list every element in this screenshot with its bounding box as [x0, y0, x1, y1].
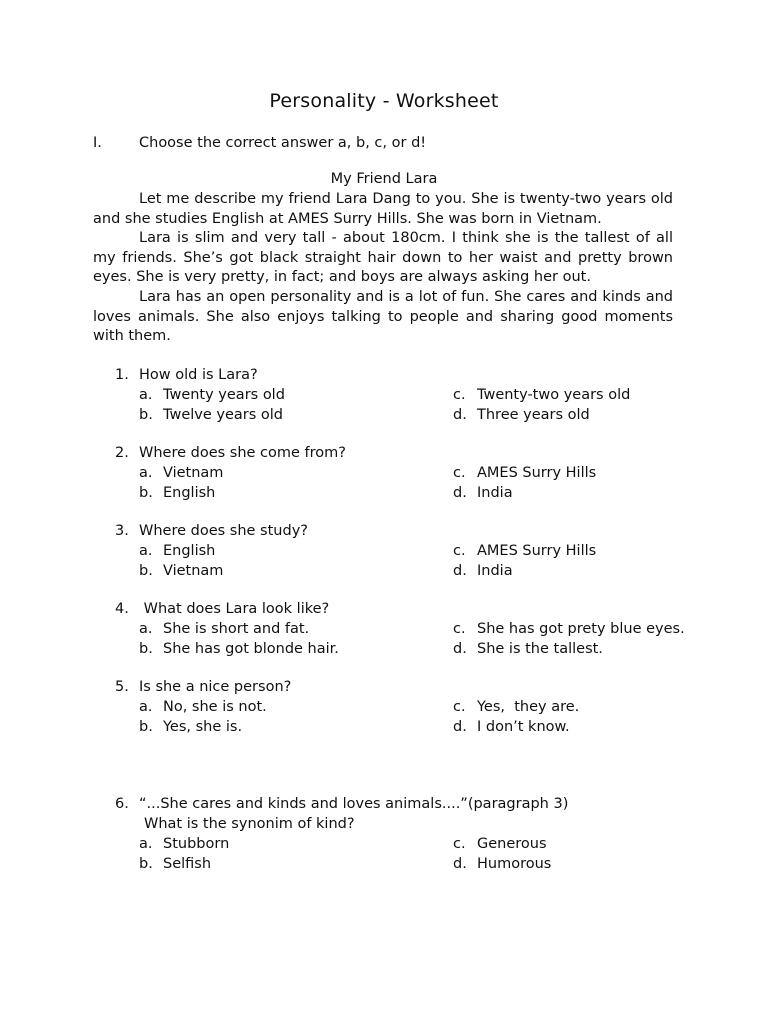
option-text: Generous [477, 836, 547, 852]
option-a[interactable] [139, 541, 215, 561]
option-b[interactable] [139, 483, 215, 503]
option-c[interactable] [453, 463, 596, 483]
option-c[interactable] [453, 834, 547, 854]
option-a[interactable] [139, 697, 267, 717]
option-letter: b. [139, 484, 153, 501]
story-text [93, 190, 673, 347]
option-text: AMES Surry Hills [477, 543, 597, 559]
section-instruction-text: Choose the correct answer a, b, c, or d! [139, 135, 427, 151]
option-b[interactable] [139, 717, 242, 737]
option-a[interactable] [139, 385, 285, 405]
option-d[interactable] [453, 854, 551, 874]
option-a[interactable] [139, 834, 229, 854]
option-text: Twenty years old [163, 387, 285, 403]
option-c[interactable] [453, 541, 596, 561]
story-title: My Friend Lara [330, 171, 438, 187]
question-6 [115, 794, 715, 874]
option-letter: d. [453, 855, 467, 872]
option-text: English [163, 484, 216, 501]
option-text: Vietnam [163, 562, 224, 579]
option-text: India [477, 484, 513, 501]
option-letter: a. [139, 836, 153, 852]
question-text: “...She cares and kinds and loves animals....”(paragraph 3) [139, 796, 569, 812]
option-letter: b. [139, 855, 153, 872]
option-c[interactable] [453, 697, 579, 717]
option-text: I don’t know. [477, 718, 570, 735]
option-letter: c. [453, 836, 466, 852]
option-d[interactable] [453, 561, 513, 581]
question-1 [115, 365, 715, 425]
option-text: India [477, 562, 513, 579]
question-number: 4. [115, 601, 129, 617]
option-letter: b. [139, 562, 153, 579]
option-text: She is the tallest. [477, 640, 603, 657]
option-letter: b. [139, 718, 153, 735]
option-letter: a. [139, 621, 153, 637]
option-letter: a. [139, 699, 153, 715]
option-text: English [163, 543, 216, 559]
section-number: I. [93, 135, 102, 151]
option-text: Yes, they are. [477, 699, 580, 715]
option-a[interactable] [139, 619, 309, 639]
option-c[interactable] [453, 385, 630, 405]
question-4 [115, 599, 715, 659]
option-text: Selfish [163, 855, 212, 872]
option-text: Twelve years old [163, 406, 283, 423]
option-text: She has got prety blue eyes. [477, 621, 685, 637]
question-text: Where does she come from? [139, 445, 346, 461]
option-letter: d. [453, 640, 467, 657]
option-letter: c. [453, 543, 466, 559]
option-b[interactable] [139, 639, 339, 659]
question-number: 3. [115, 523, 129, 539]
option-d[interactable] [453, 717, 570, 737]
option-letter: c. [453, 699, 466, 715]
option-letter: c. [453, 465, 466, 481]
option-text: Twenty-two years old [477, 387, 631, 403]
option-text: Humorous [477, 855, 552, 872]
option-text: Three years old [477, 406, 590, 423]
question-number: 5. [115, 679, 129, 695]
option-letter: d. [453, 562, 467, 579]
option-d[interactable] [453, 483, 513, 503]
question-text: What does Lara look like? [139, 601, 330, 617]
option-b[interactable] [139, 854, 211, 874]
section-instruction [93, 135, 426, 151]
option-text: Stubborn [163, 836, 230, 852]
option-text: No, she is not. [163, 699, 267, 715]
option-letter: a. [139, 543, 153, 559]
option-text: She is short and fat. [163, 621, 310, 637]
option-letter: a. [139, 465, 153, 481]
question-subtext: What is the synonim of kind? [144, 816, 355, 832]
option-letter: d. [453, 406, 467, 423]
option-letter: c. [453, 387, 466, 403]
question-text: How old is Lara? [139, 367, 258, 383]
question-text: Where does she study? [139, 523, 308, 539]
question-text: Is she a nice person? [139, 679, 292, 695]
question-3 [115, 521, 715, 581]
question-number: 6. [115, 796, 129, 812]
option-a[interactable] [139, 463, 223, 483]
option-d[interactable] [453, 639, 603, 659]
option-b[interactable] [139, 561, 223, 581]
option-letter: b. [139, 406, 153, 423]
option-letter: d. [453, 484, 467, 501]
question-number: 2. [115, 445, 129, 461]
option-text: AMES Surry Hills [477, 465, 597, 481]
option-letter: a. [139, 387, 153, 403]
option-text: She has got blonde hair. [163, 640, 339, 657]
option-letter: c. [453, 621, 466, 637]
option-b[interactable] [139, 405, 283, 425]
story-paragraph: Let me describe my friend Lara Dang to you. She is twenty-two years old and she studies English at AMES Surry Hills. She was born in Vietnam. [93, 191, 673, 227]
option-letter: b. [139, 640, 153, 657]
question-2 [115, 443, 715, 503]
worksheet-title: Personality - Worksheet [269, 90, 499, 112]
option-c[interactable] [453, 619, 685, 639]
option-letter: d. [453, 718, 467, 735]
question-5 [115, 677, 715, 737]
option-text: Yes, she is. [163, 718, 243, 735]
question-number: 1. [115, 367, 129, 383]
story-paragraph: Lara has an open personality and is a lot of fun. She cares and kinds and loves animals. She also enjoys talking to people and sharing good moments with them. [93, 288, 673, 345]
option-text: Vietnam [163, 465, 224, 481]
story-paragraph: Lara is slim and very tall - about 180cm. I think she is the tallest of all my friends. She’s got black straight hair down to her waist and pretty brown eyes. She is very pretty, in fact; and boys are always asking her out. [93, 230, 673, 286]
option-d[interactable] [453, 405, 590, 425]
